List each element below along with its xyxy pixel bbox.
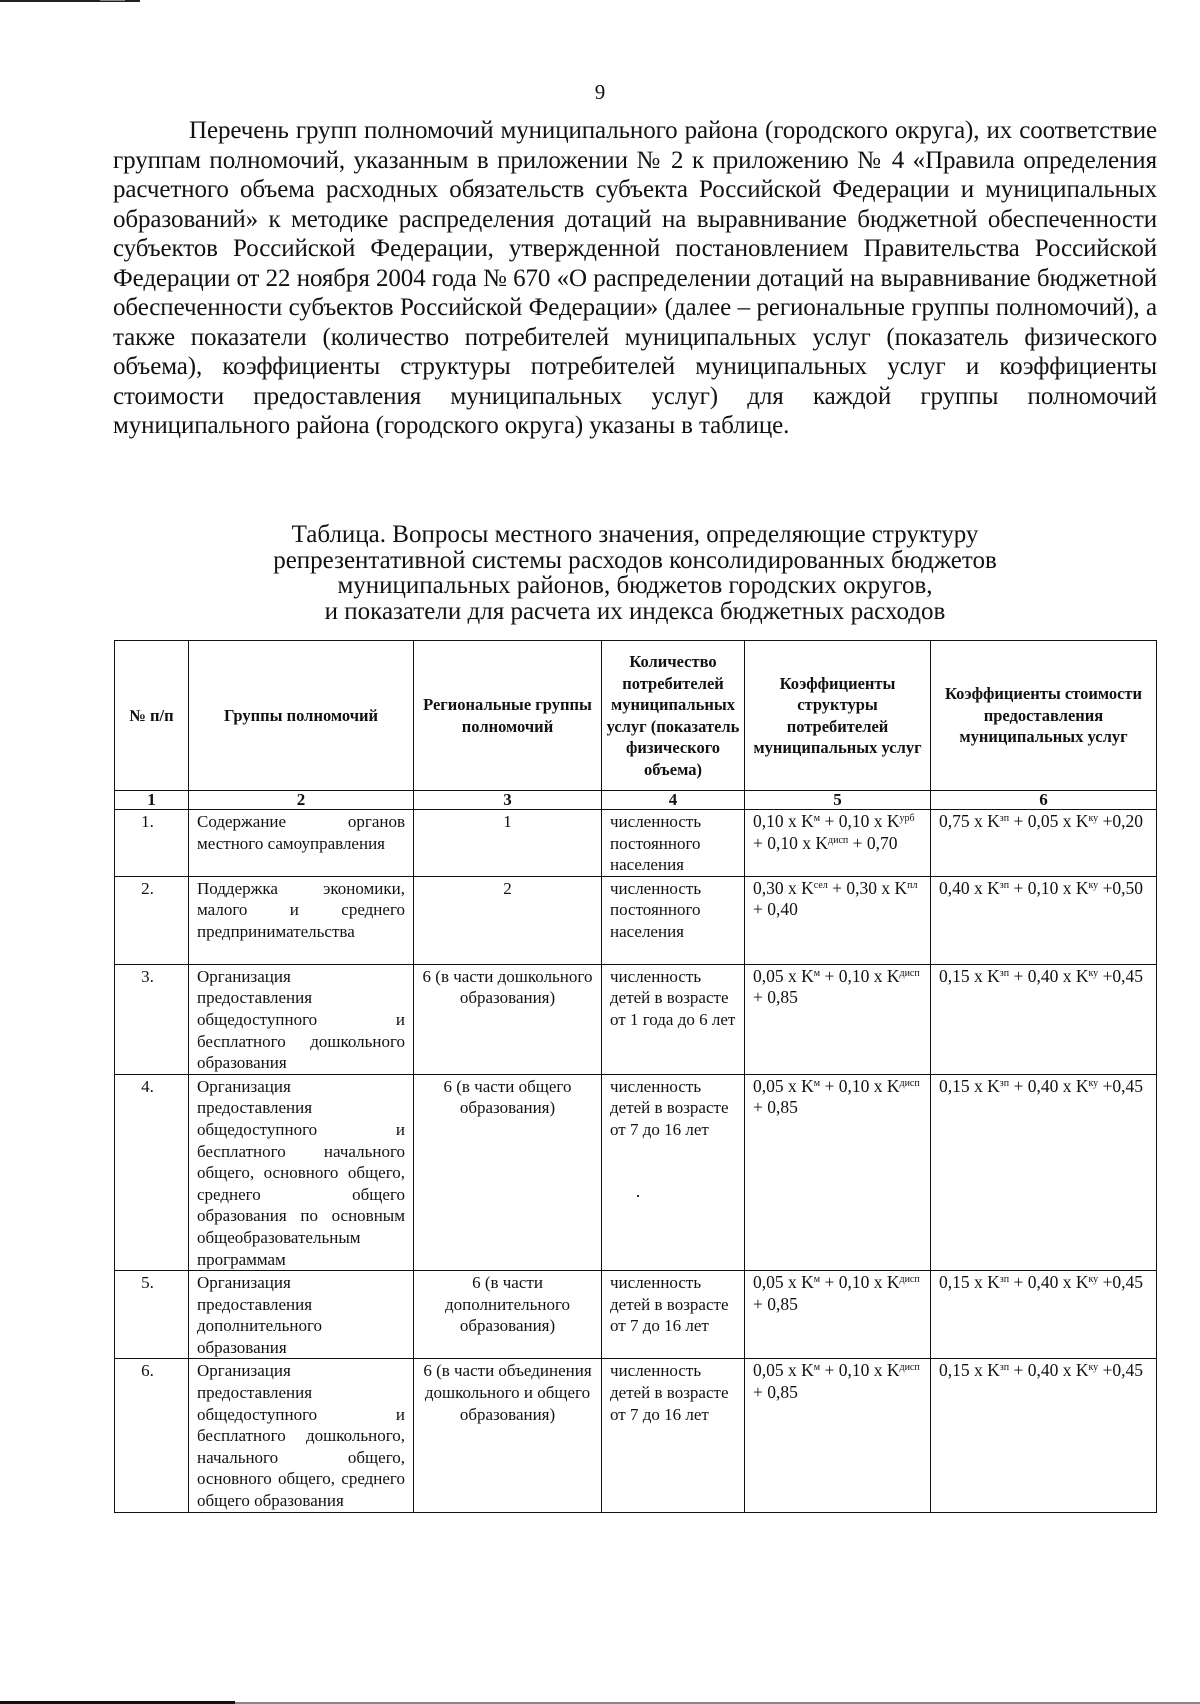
- table-row: [115, 1271, 1157, 1359]
- column-number-row: [115, 791, 1157, 810]
- formula-text: + 0,40 x K: [1009, 1360, 1089, 1381]
- formula-index: м: [813, 1274, 821, 1286]
- header-cost-coef: Коэффициенты стоимости предоставления муниципальных услуг: [931, 641, 1157, 791]
- formula-text: 0,15 x K: [939, 965, 1000, 986]
- header-quantity: Количество потребителей муниципальных услуг (показатель физического объема): [602, 641, 745, 791]
- header-groups: Группы полномочий: [189, 641, 414, 791]
- table-title-line: Таблица. Вопросы местного значения, определяющие структуру: [291, 521, 979, 548]
- row-quantity: численность постоянного населения: [602, 876, 745, 964]
- formula-text: +0,20: [1098, 811, 1144, 831]
- table-title: [113, 522, 1157, 624]
- formula-index: дисп: [899, 1077, 920, 1089]
- formula-text: 0,15 x K: [939, 1360, 1000, 1381]
- row-quantity: численность детей в возрасте от 7 до 16 лет: [602, 1074, 745, 1270]
- page-number: 9: [594, 80, 606, 104]
- row-quantity: численность детей в возрасте от 7 до 16 лет: [602, 1359, 745, 1512]
- column-number: 6: [931, 791, 1157, 810]
- formula-index: ку: [1088, 967, 1099, 979]
- formula-index: урб: [899, 813, 915, 824]
- formula-index: дисп: [899, 1274, 920, 1286]
- table-row: [115, 1074, 1157, 1270]
- powers-table: [114, 640, 1157, 1513]
- formula-index: зп: [999, 1274, 1010, 1286]
- row-regional-group: 6 (в части объединения дошкольного и общего образования): [414, 1359, 602, 1512]
- row-number: 4.: [115, 1074, 189, 1270]
- formula-index: зп: [999, 813, 1010, 824]
- row-structure-coef: [745, 1271, 931, 1359]
- row-regional-group: 2: [414, 876, 602, 964]
- intro-paragraph: Перечень групп полномочий муниципального района (городского округа), их соответствие группам полномочий, указанным в приложении № 2 к приложению № 4 «Правила определения расчетного объема расходных обязательств субъекта Российской Федерации и муниципальных образований» к методике распределения дотаций на выравнивание бюджетной обеспеченности субъектов Российской Федерации, утвержденной постановлением Правительства Российской Федерации от 22 ноября 2004 года № 670 «О распределении дотаций на выравнивание бюджетной обеспеченности субъектов Российской Федерации» (далее – региональные группы полномочий), а также показатели (количество потребителей муниципальных услуг (показатель физического объема), коэффициенты структуры потребителей муниципальных услуг и коэффициенты стоимости предоставления муниципальных услуг) для каждой группы полномочий муниципального района (городского округа) указаны в таблице.: [113, 117, 1157, 439]
- row-structure-coef: [745, 964, 931, 1074]
- formula-text: + 0,10 x K: [820, 1075, 900, 1096]
- row-structure-coef: [745, 876, 931, 964]
- column-number: 3: [414, 791, 602, 810]
- formula-text: + 0,40 x K: [1009, 1272, 1089, 1293]
- formula-index: зп: [999, 1362, 1010, 1374]
- formula-text: +0,45: [1098, 1360, 1144, 1381]
- formula-text: + 0,10 x K: [820, 811, 900, 831]
- formula-text: 0,05 x K: [753, 1272, 814, 1293]
- row-regional-group: 1: [414, 810, 602, 877]
- formula-index: ку: [1088, 1362, 1099, 1374]
- table-title-line: и показатели для расчета их индекса бюджетных расходов: [324, 597, 946, 625]
- row-regional-group: 6 (в части общего образования): [414, 1074, 602, 1270]
- formula-text: + 0,85: [753, 1097, 798, 1118]
- row-regional-group: 6 (в части дополнительного образования): [414, 1271, 602, 1359]
- formula-index: зп: [999, 879, 1010, 891]
- formula-index: пл: [907, 879, 918, 891]
- formula-text: + 0,10 x K: [820, 1272, 900, 1293]
- row-cost-coef: [931, 810, 1157, 877]
- row-quantity: численность детей в возрасте от 7 до 16 лет: [602, 1271, 745, 1359]
- header-regional-groups: Региональные группы полномочий: [414, 641, 602, 791]
- formula-text: +0,45: [1098, 1075, 1144, 1096]
- row-group: Организация предоставления общедоступного и бесплатного начального общего, основного общего, среднего общего образования по основным общеобразовательным программам: [189, 1074, 414, 1270]
- table-title-line: репрезентативной системы расходов консолидированных бюджетов: [273, 546, 997, 574]
- table-title-line: муниципальных районов, бюджетов городских округов,: [337, 572, 933, 599]
- column-number: 5: [745, 791, 931, 810]
- row-cost-coef: [931, 1074, 1157, 1270]
- column-number: 2: [189, 791, 414, 810]
- row-structure-coef: [745, 810, 931, 877]
- row-cost-coef: [931, 1271, 1157, 1359]
- formula-text: + 0,05 x K: [1009, 811, 1089, 831]
- formula-text: + 0,40 x K: [1009, 1075, 1089, 1096]
- row-number: 1.: [115, 810, 189, 877]
- row-number: 5.: [115, 1271, 189, 1359]
- table-row: [115, 876, 1157, 964]
- formula-index: м: [813, 1077, 821, 1089]
- row-regional-group: 6 (в части дошкольного образования): [414, 964, 602, 1074]
- scan-speck: [637, 1195, 639, 1197]
- row-cost-coef: [931, 876, 1157, 964]
- column-number: 1: [115, 791, 189, 810]
- row-group: Содержание органов местного самоуправления: [189, 810, 414, 877]
- formula-text: + 0,70: [848, 832, 898, 853]
- formula-text: + 0,10 x K: [753, 832, 829, 853]
- formula-text: 0,05 x K: [753, 965, 814, 986]
- row-quantity: численность постоянного населения: [602, 810, 745, 877]
- formula-index: ку: [1088, 1274, 1099, 1286]
- formula-text: + 0,40 x K: [1009, 965, 1089, 986]
- row-number: 6.: [115, 1359, 189, 1512]
- formula-index: дисп: [899, 1362, 920, 1374]
- formula-text: 0,10 x K: [753, 811, 814, 831]
- row-structure-coef: [745, 1359, 931, 1512]
- formula-index: дисп: [828, 834, 849, 846]
- formula-index: ку: [1088, 879, 1099, 891]
- formula-text: + 0,10 x K: [1009, 877, 1089, 898]
- table-row: [115, 810, 1157, 877]
- formula-index: ку: [1088, 813, 1099, 824]
- formula-text: 0,15 x K: [939, 1075, 1000, 1096]
- column-number: 4: [602, 791, 745, 810]
- row-group: Поддержка экономики, малого и среднего предпринимательства: [189, 876, 414, 964]
- row-group: Организация предоставления общедоступного и бесплатного дошкольного образования: [189, 964, 414, 1074]
- formula-index: дисп: [899, 967, 920, 979]
- formula-index: м: [813, 1362, 821, 1374]
- row-structure-coef: [745, 1074, 931, 1270]
- table-row: [115, 1359, 1157, 1512]
- formula-text: +0,50: [1098, 877, 1144, 898]
- scan-edge-top-mark: [100, 0, 125, 1]
- formula-index: ку: [1088, 1077, 1099, 1089]
- formula-text: + 0,30 x K: [827, 877, 908, 898]
- formula-text: + 0,85: [753, 987, 798, 1008]
- formula-index: зп: [999, 967, 1010, 979]
- row-group: Организация предоставления дополнительного образования: [189, 1271, 414, 1359]
- header-number: № п/п: [115, 641, 189, 791]
- formula-text: + 0,85: [753, 1382, 798, 1403]
- formula-text: +0,45: [1098, 965, 1144, 986]
- formula-text: 0,05 x K: [753, 1075, 814, 1096]
- row-number: 3.: [115, 964, 189, 1074]
- formula-text: 0,75 x K: [939, 811, 1000, 831]
- formula-text: 0,15 x K: [939, 1272, 1000, 1293]
- table-header-row: [115, 641, 1157, 791]
- row-quantity: численность детей в возрасте от 1 года до 6 лет: [602, 964, 745, 1074]
- formula-text: + 0,10 x K: [820, 965, 900, 986]
- formula-text: + 0,40: [753, 899, 798, 920]
- formula-text: 0,05 x K: [753, 1360, 814, 1381]
- formula-text: +0,45: [1098, 1272, 1144, 1293]
- row-number: 2.: [115, 876, 189, 964]
- table-row: [115, 964, 1157, 1074]
- formula-text: + 0,10 x K: [820, 1360, 900, 1381]
- formula-index: м: [813, 967, 821, 979]
- formula-text: 0,40 x K: [939, 877, 1000, 898]
- header-structure-coef: Коэффициенты структуры потребителей муниципальных услуг: [745, 641, 931, 791]
- formula-index: сел: [813, 879, 828, 891]
- formula-text: 0,30 x K: [753, 877, 814, 898]
- formula-index: м: [813, 813, 821, 824]
- formula-text: + 0,85: [753, 1293, 798, 1314]
- row-cost-coef: [931, 964, 1157, 1074]
- formula-index: зп: [999, 1077, 1010, 1089]
- row-group: Организация предоставления общедоступного и бесплатного дошкольного, начального общего, основного общего, среднего общего образования: [189, 1359, 414, 1512]
- row-cost-coef: [931, 1359, 1157, 1512]
